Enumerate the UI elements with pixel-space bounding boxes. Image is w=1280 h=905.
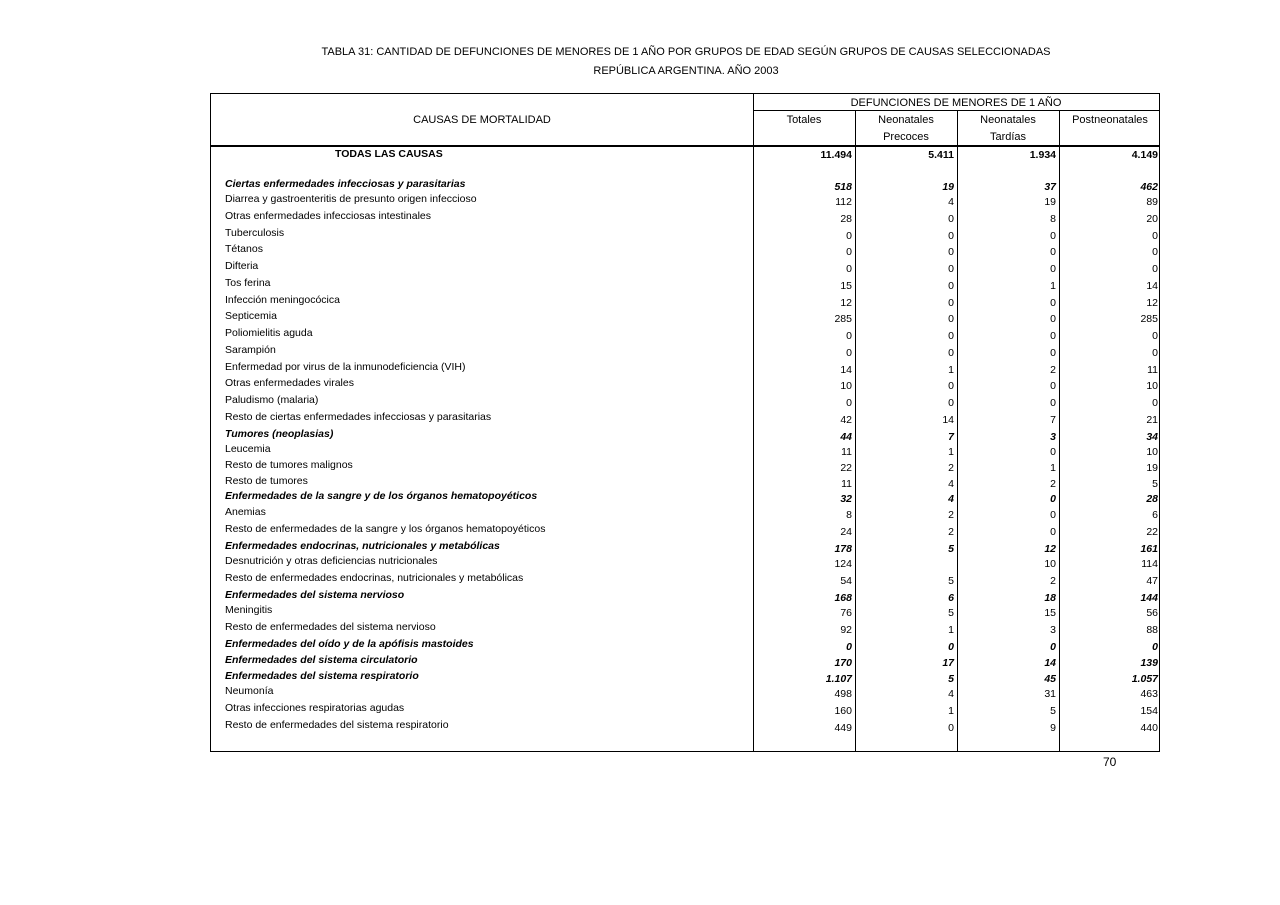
row-value-totales: 0 (846, 263, 852, 275)
row-value-tardias: 14 (1044, 657, 1056, 669)
row-value-post: 0 (1152, 330, 1158, 342)
row-value-precoces: 2 (948, 509, 954, 521)
row-value-tardias: 15 (1044, 607, 1056, 619)
row-value-totales: 11 (841, 478, 852, 490)
row-value-precoces: 19 (942, 181, 954, 193)
row-label: Resto de enfermedades del sistema respiratorio (225, 719, 449, 731)
row-value-post: 0 (1152, 230, 1158, 242)
total-row-postneonatales: 4.149 (1131, 149, 1158, 161)
row-value-post: 88 (1146, 624, 1158, 636)
row-value-totales: 178 (834, 543, 852, 555)
row-label: Sarampión (225, 344, 276, 356)
row-value-post: 6 (1152, 509, 1158, 521)
row-value-post: 285 (1140, 313, 1158, 325)
row-value-precoces: 2 (948, 526, 954, 538)
row-value-totales: 42 (840, 414, 852, 426)
row-label: Enfermedades del sistema circulatorio (225, 654, 418, 666)
row-value-post: 154 (1140, 705, 1158, 717)
row-value-post: 89 (1146, 196, 1158, 208)
row-label: Enfermedades del sistema nervioso (225, 589, 405, 601)
row-value-post: 47 (1146, 575, 1158, 587)
row-value-totales: 22 (840, 462, 852, 474)
row-value-totales: 112 (835, 196, 852, 208)
row-value-precoces: 1 (948, 624, 954, 636)
row-label: Resto de tumores (225, 475, 308, 487)
divider-precoces (957, 111, 958, 751)
row-value-post: 139 (1140, 657, 1158, 669)
row-value-totales: 28 (840, 213, 852, 225)
header-postneonatales: Postneonatales (1072, 114, 1148, 126)
row-value-post: 19 (1146, 462, 1158, 474)
divider-group-header (753, 110, 1159, 111)
row-value-tardias: 2 (1050, 575, 1056, 587)
row-value-precoces: 0 (948, 380, 954, 392)
row-value-precoces: 0 (948, 397, 954, 409)
row-value-tardias: 0 (1050, 330, 1056, 342)
row-value-post: 14 (1146, 280, 1158, 292)
row-value-precoces: 4 (948, 493, 954, 505)
row-value-tardias: 0 (1050, 347, 1056, 359)
row-value-post: 0 (1152, 347, 1158, 359)
row-label: Enfermedades del sistema respiratorio (225, 670, 419, 682)
divider-tardias (1059, 111, 1060, 751)
row-value-precoces: 0 (948, 330, 954, 342)
row-value-post: 10 (1146, 380, 1158, 392)
row-value-tardias: 8 (1050, 213, 1056, 225)
header-totales: Totales (786, 114, 822, 126)
row-value-post: 10 (1146, 446, 1158, 458)
row-value-totales: 285 (834, 313, 852, 325)
row-label: Tuberculosis (225, 227, 285, 239)
row-value-precoces: 5 (948, 607, 954, 619)
header-neonatales-precoces-1: Neonatales (878, 114, 934, 126)
row-value-totales: 92 (840, 624, 852, 636)
row-value-precoces: 1 (948, 446, 954, 458)
row-label: Enfermedades del oído y de la apófisis mastoides (225, 638, 474, 650)
row-value-post: 5 (1152, 478, 1158, 490)
row-value-totales: 449 (834, 722, 852, 734)
row-label: Neumonía (225, 685, 274, 697)
row-value-post: 0 (1152, 641, 1158, 653)
row-value-post: 56 (1146, 607, 1158, 619)
row-label: Meningitis (225, 604, 273, 616)
total-row-precoces: 5.411 (928, 149, 954, 161)
row-value-post: 0 (1152, 263, 1158, 275)
table-title: TABLA 31: CANTIDAD DE DEFUNCIONES DE MENORES DE 1 AÑO POR GRUPOS DE EDAD SEGÚN GRUPOS DE CAUSAS SELECCIONADAS (321, 46, 1051, 58)
row-value-totales: 0 (846, 397, 852, 409)
row-label: Resto de tumores malignos (225, 459, 353, 471)
row-value-post: 144 (1140, 592, 1158, 604)
row-value-tardias: 37 (1044, 181, 1056, 193)
row-value-post: 34 (1146, 431, 1158, 443)
row-value-precoces: 0 (948, 297, 954, 309)
row-value-totales: 0 (846, 330, 852, 342)
row-value-post: 28 (1146, 493, 1158, 505)
row-label: Tos ferina (225, 277, 271, 289)
row-value-tardias: 0 (1050, 230, 1056, 242)
row-value-precoces: 17 (942, 657, 954, 669)
page-number: 70 (1103, 755, 1117, 769)
row-value-tardias: 0 (1050, 397, 1056, 409)
row-value-precoces: 5 (948, 673, 954, 685)
row-value-post: 12 (1146, 297, 1158, 309)
row-value-tardias: 12 (1044, 543, 1056, 555)
row-value-totales: 54 (840, 575, 852, 587)
row-label: Enfermedades endocrinas, nutricionales y metabólicas (225, 540, 500, 552)
header-group: DEFUNCIONES DE MENORES DE 1 AÑO (850, 97, 1062, 109)
row-value-precoces: 4 (948, 478, 954, 490)
row-label: Leucemia (225, 443, 271, 455)
row-value-totales: 0 (846, 641, 852, 653)
row-value-post: 1.057 (1131, 673, 1158, 685)
row-value-totales: 498 (834, 688, 852, 700)
row-value-post: 21 (1146, 414, 1158, 426)
row-value-totales: 1.107 (825, 673, 852, 685)
row-value-post: 20 (1146, 213, 1158, 225)
row-label: Tétanos (225, 243, 263, 255)
row-value-post: 0 (1152, 246, 1158, 258)
row-value-totales: 160 (834, 705, 852, 717)
row-value-tardias: 31 (1044, 688, 1056, 700)
row-value-totales: 76 (840, 607, 852, 619)
row-value-totales: 10 (840, 380, 852, 392)
row-value-precoces: 0 (948, 230, 954, 242)
row-value-precoces: 5 (948, 575, 954, 587)
row-value-totales: 0 (846, 246, 852, 258)
row-value-tardias: 0 (1050, 380, 1056, 392)
total-row-tardias: 1.934 (1029, 149, 1056, 161)
row-value-precoces: 0 (948, 246, 954, 258)
row-label: Desnutrición y otras deficiencias nutricionales (225, 555, 438, 567)
row-value-precoces: 5 (948, 543, 954, 555)
divider-header-bottom-double (211, 146, 1159, 147)
row-value-tardias: 1 (1050, 462, 1056, 474)
row-value-tardias: 0 (1050, 263, 1056, 275)
row-label: Difteria (225, 260, 259, 272)
row-label: Poliomielitis aguda (225, 327, 313, 339)
row-label: Ciertas enfermedades infecciosas y parasitarias (225, 178, 466, 190)
row-value-tardias: 5 (1050, 705, 1056, 717)
header-neonatales-tardias-2: Tardías (989, 131, 1027, 143)
header-neonatales-tardias-1: Neonatales (980, 114, 1036, 126)
row-label: Anemias (225, 506, 266, 518)
row-value-post: 114 (1141, 558, 1158, 570)
row-value-totales: 44 (840, 431, 852, 443)
row-value-precoces: 1 (948, 364, 954, 376)
row-label: Resto de enfermedades endocrinas, nutricionales y metabólicas (225, 572, 524, 584)
row-value-precoces: 0 (948, 313, 954, 325)
row-label: Enfermedad por virus de la inmunodeficiencia (VIH) (225, 361, 466, 373)
row-value-tardias: 10 (1044, 558, 1056, 570)
row-label: Otras enfermedades virales (225, 377, 354, 389)
header-neonatales-precoces-2: Precoces (883, 131, 929, 143)
row-value-totales: 518 (834, 181, 852, 193)
row-value-totales: 32 (840, 493, 852, 505)
row-value-totales: 168 (834, 592, 852, 604)
row-value-totales: 0 (846, 347, 852, 359)
row-value-tardias: 3 (1050, 431, 1056, 443)
row-value-totales: 12 (840, 297, 852, 309)
divider-causes (753, 94, 754, 751)
row-value-post: 462 (1140, 181, 1158, 193)
row-value-tardias: 0 (1050, 526, 1056, 538)
mortality-table (210, 93, 1160, 752)
row-value-tardias: 0 (1050, 297, 1056, 309)
row-value-tardias: 18 (1044, 592, 1056, 604)
row-value-precoces: 4 (948, 196, 954, 208)
header-causas: CAUSAS DE MORTALIDAD (413, 114, 551, 126)
row-label: Tumores (neoplasias) (225, 428, 334, 440)
row-value-totales: 0 (846, 230, 852, 242)
total-row-label: TODAS LAS CAUSAS (335, 148, 443, 160)
row-value-tardias: 0 (1050, 509, 1056, 521)
row-value-totales: 124 (834, 558, 852, 570)
row-value-precoces: 0 (948, 280, 954, 292)
row-value-tardias: 19 (1044, 196, 1056, 208)
row-label: Otras enfermedades infecciosas intestinales (225, 210, 432, 222)
row-value-precoces: 6 (948, 592, 954, 604)
row-value-precoces: 0 (948, 213, 954, 225)
row-value-precoces: 0 (948, 722, 954, 734)
row-value-tardias: 45 (1044, 673, 1056, 685)
row-value-precoces: 2 (948, 462, 954, 474)
row-value-totales: 170 (834, 657, 852, 669)
row-value-tardias: 2 (1050, 364, 1056, 376)
row-value-tardias: 1 (1050, 280, 1056, 292)
total-row-totales: 11.494 (820, 149, 852, 161)
row-value-precoces: 0 (948, 347, 954, 359)
row-label: Otras infecciones respiratorias agudas (225, 702, 405, 714)
row-value-post: 11 (1147, 364, 1158, 376)
row-label: Enfermedades de la sangre y de los órganos hematopoyéticos (225, 490, 538, 502)
row-value-tardias: 0 (1050, 641, 1056, 653)
row-label: Resto de ciertas enfermedades infecciosas y parasitarias (225, 411, 492, 423)
row-value-tardias: 0 (1050, 446, 1056, 458)
row-value-tardias: 0 (1050, 493, 1056, 505)
row-value-precoces: 1 (948, 705, 954, 717)
row-label: Resto de enfermedades de la sangre y los órganos hematopoyéticos (225, 523, 546, 535)
row-value-totales: 14 (840, 364, 852, 376)
row-label: Paludismo (malaria) (225, 394, 319, 406)
row-value-precoces: 0 (948, 263, 954, 275)
row-label: Infección meningocócica (225, 294, 340, 306)
row-value-tardias: 0 (1050, 313, 1056, 325)
row-label: Diarrea y gastroenteritis de presunto origen infeccioso (225, 193, 477, 205)
row-value-totales: 11 (841, 446, 852, 458)
row-value-post: 22 (1146, 526, 1158, 538)
row-value-tardias: 2 (1050, 478, 1056, 490)
row-value-precoces: 14 (942, 414, 954, 426)
row-value-post: 0 (1152, 397, 1158, 409)
row-label: Resto de enfermedades del sistema nervioso (225, 621, 436, 633)
row-value-totales: 15 (840, 280, 852, 292)
row-value-totales: 8 (846, 509, 852, 521)
divider-totales (855, 111, 856, 751)
row-value-tardias: 0 (1050, 246, 1056, 258)
row-value-precoces: 7 (948, 431, 954, 443)
row-value-tardias: 3 (1050, 624, 1056, 636)
row-value-precoces: 4 (948, 688, 954, 700)
row-value-precoces: 0 (948, 641, 954, 653)
table-subtitle: REPÚBLICA ARGENTINA. AÑO 2003 (593, 65, 779, 77)
row-value-post: 161 (1140, 543, 1158, 555)
row-value-totales: 24 (840, 526, 852, 538)
row-value-tardias: 7 (1050, 414, 1056, 426)
row-value-tardias: 9 (1050, 722, 1056, 734)
row-value-post: 440 (1140, 722, 1158, 734)
row-value-post: 463 (1140, 688, 1158, 700)
row-label: Septicemia (225, 310, 277, 322)
